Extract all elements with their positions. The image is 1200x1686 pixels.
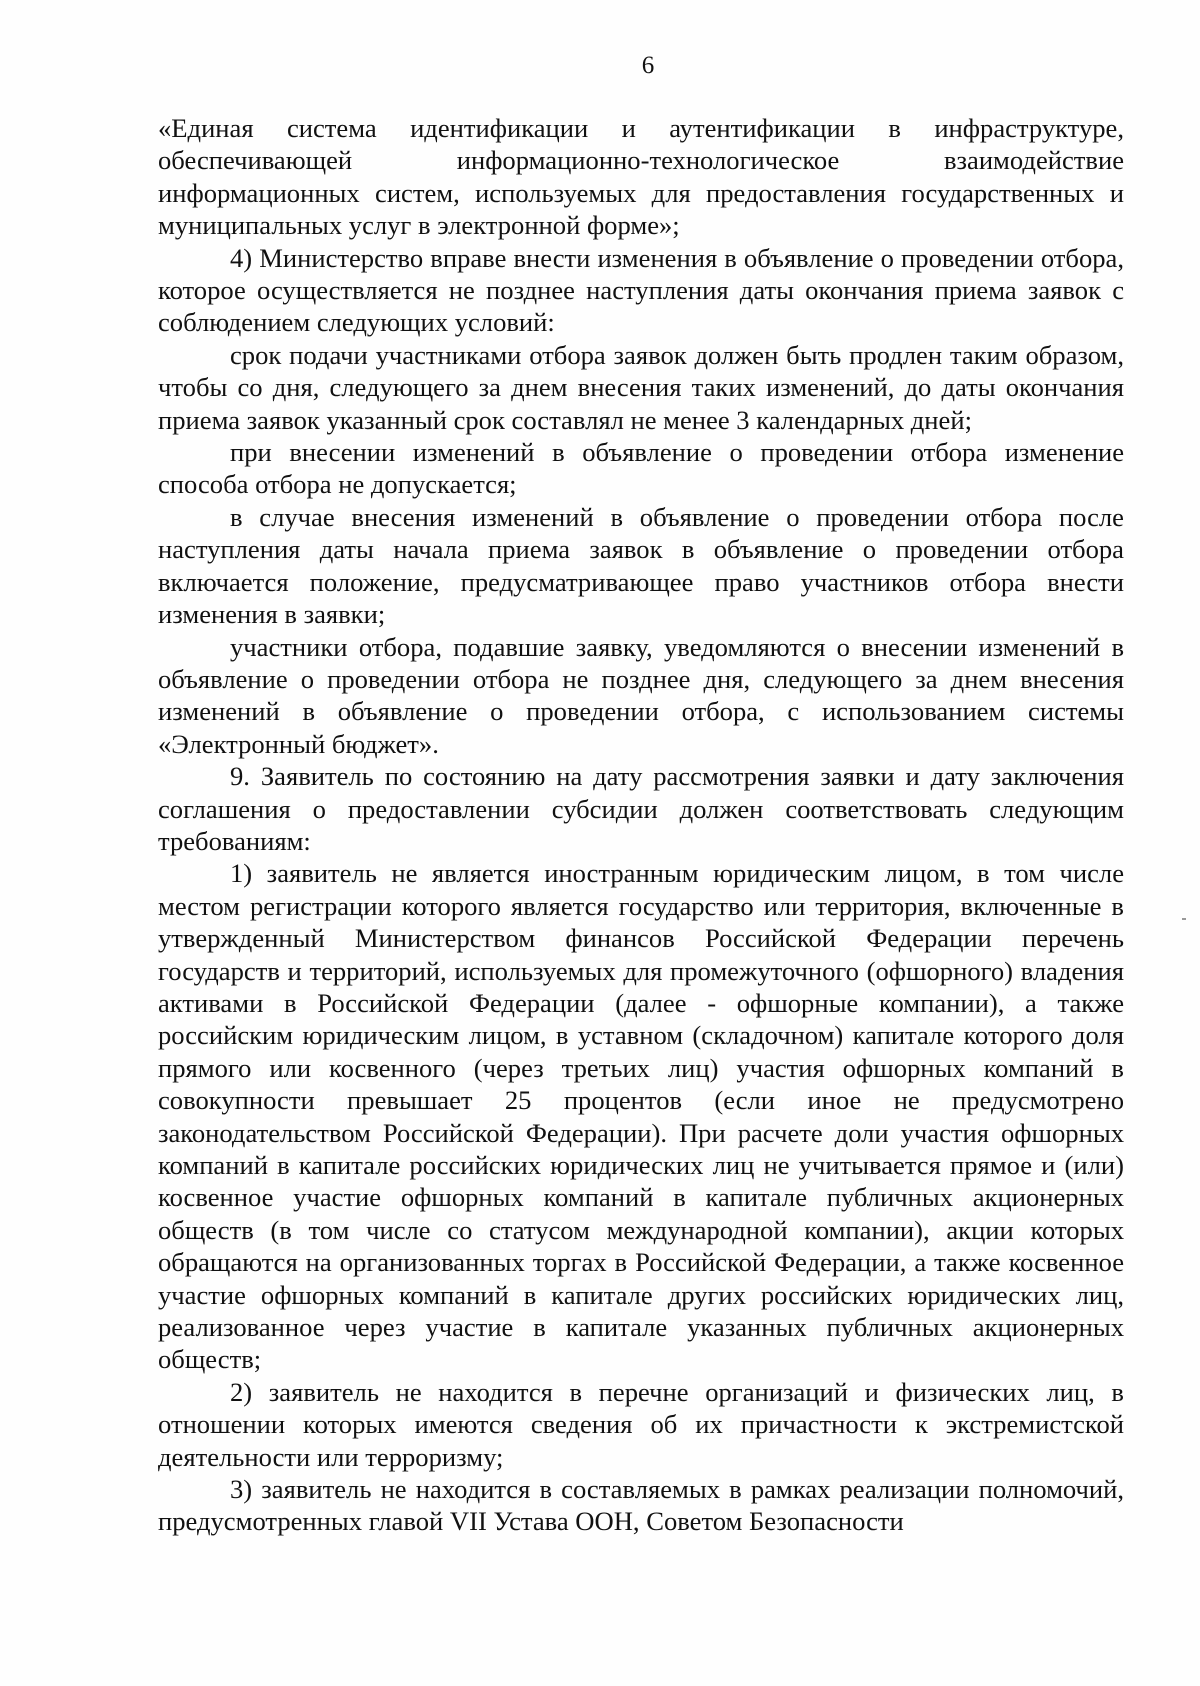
document-body — [158, 112, 1124, 1538]
paragraph-condition-notification: участники отбора, подавшие заявку, уведомляются о внесении изменений в объявление о проведении отбора не позднее дня, следующего за днем внесения изменений в объявление о проведении отбора, с использованием системы «Электронный бюджет». — [158, 631, 1124, 759]
paragraph-requirement-3: 3) заявитель не находится в составляемых в рамках реализации полномочий, предусмотренных главой VII Устава ООН, Советом Безопасности — [158, 1474, 1124, 1537]
paragraph-item-4: 4) Министерство вправе внести изменения в объявление о проведении отбора, которое осуществляется не позднее наступления даты окончания приема заявок с соблюдением следующих условий: — [158, 242, 1124, 338]
paragraph-requirement-2: 2) заявитель не находится в перечне организаций и физических лиц, в отношении которых имеются сведения об их причастности к экстремистской деятельности или терроризму; — [158, 1376, 1124, 1472]
paragraph-requirement-1: 1) заявитель не является иностранным юридическим лицом, в том числе местом регистрации которого является государство или территория, включенные в утвержденный Министерством финансов Российской Федерации перечень государств и территорий, используемых для промежуточного (офшорного) владения активами в Российской Федерации (далее - офшорные компании), а также российским юридическим лицом, в уставном (складочном) капитале которого доля прямого или косвенного (через третьих лиц) участия офшорных компаний в совокупности превышает 25 процентов (если иное не предусмотрено законодательством Российской Федерации). При расчете доли участия офшорных компаний в капитале российских юридических лиц не учитывается прямое и (или) косвенное участие офшорных компаний в капитале публичных акционерных обществ (в том числе со статусом международной компании), акции которых обращаются на организованных торгах в Российской Федерации, а также косвенное участие офшорных компаний в капитале других российских юридических лиц, реализованное через участие в капитале указанных публичных акционерных обществ; — [158, 858, 1124, 1375]
paragraph-condition-amendments: в случае внесения изменений в объявление о проведении отбора после наступления даты начала приема заявок в объявление о проведении отбора включается положение, предусматривающее право участников отбора внести изменения в заявки; — [158, 501, 1124, 630]
paragraph-condition-deadline: срок подачи участниками отбора заявок должен быть продлен таким образом, чтобы со дня, следующего за днем внесения таких изменений, до даты окончания приема заявок указанный срок составлял не менее 3 календарных дней; — [158, 339, 1124, 435]
paragraph-continuation: «Единая система идентификации и аутентификации в инфраструктуре, обеспечивающей информационно-технологическое взаимодействие информационных систем, используемых для предоставления государственных и муниципальных услуг в электронной форме»; — [158, 113, 1124, 241]
paragraph-condition-method: при внесении изменений в объявление о проведении отбора изменение способа отбора не допускается; — [158, 437, 1124, 500]
paragraph-section-9: 9. Заявитель по состоянию на дату рассмотрения заявки и дату заключения соглашения о предоставлении субсидии должен соответствовать следующим требованиям: — [158, 761, 1124, 856]
scan-artifact — [1182, 918, 1186, 920]
page-number: 6 — [641, 52, 655, 79]
